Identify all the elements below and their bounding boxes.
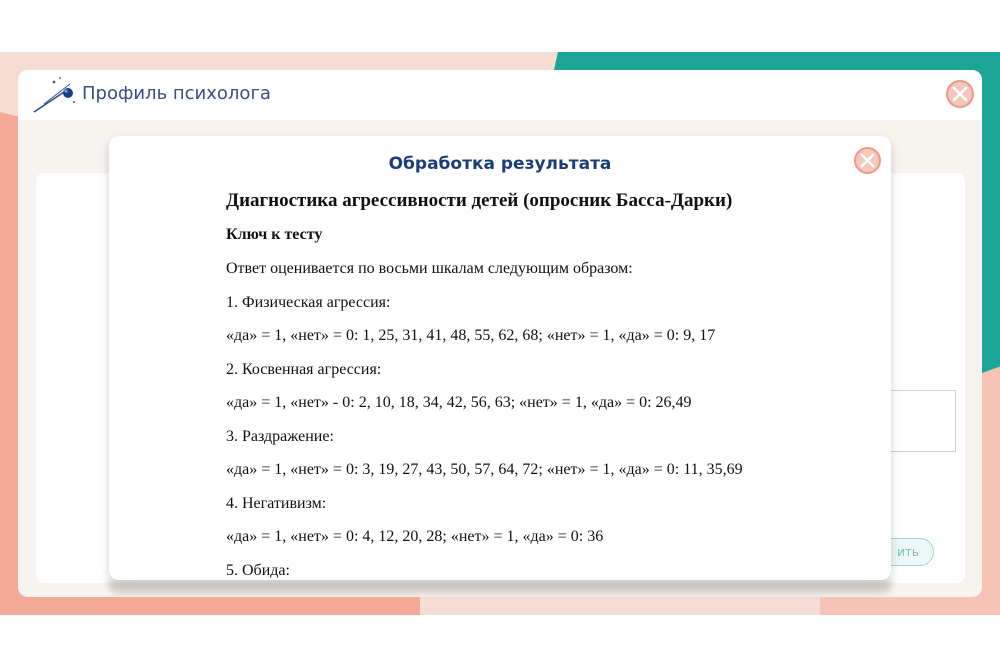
- app-close-button[interactable]: [946, 80, 974, 108]
- close-icon: [856, 149, 879, 172]
- scale-heading: 2. Косвенная агрессия:: [226, 360, 382, 378]
- document-content: [226, 186, 866, 580]
- sputnik-logo-icon: [30, 74, 78, 116]
- intro-text: Ответ оценивается по восьми шкалам следующим образом:: [226, 260, 633, 277]
- key-heading: Ключ к тесту: [226, 226, 323, 243]
- result-processing-modal: [109, 136, 891, 580]
- scale-heading: 4. Негативизм:: [226, 494, 327, 512]
- scale-key: «да» = 1, «нет» = 0: 3, 19, 27, 43, 50, 57, 64, 72; «нет» = 1, «да» = 0: 11, 35,69: [226, 461, 743, 478]
- modal-heading: Обработка результата: [388, 154, 612, 174]
- modal-shadow: [108, 582, 892, 594]
- scale-heading: 1. Физическая агрессия:: [226, 293, 391, 311]
- close-icon: [948, 82, 972, 106]
- scale-heading: 3. Раздражение:: [226, 427, 334, 445]
- background-submit-button[interactable]: ить: [852, 538, 934, 566]
- scale-key: «да» = 1, «нет» - 0: 2, 10, 18, 34, 42, 56, 63; «нет» = 1, «да» = 0: 26,49: [226, 394, 692, 411]
- test-title: Диагностика агрессивности детей (опросник Басса-Дарки): [226, 190, 733, 211]
- modal-close-button[interactable]: [854, 147, 881, 174]
- scale-key: «да» = 1, «нет» = 0: 4, 12, 20, 28; «нет» = 1, «да» = 0: 36: [226, 528, 604, 545]
- app-header: [18, 70, 982, 120]
- scale-heading: 5. Обида:: [226, 561, 290, 579]
- scale-key: «да» = 1, «нет» = 0: 1, 25, 31, 41, 48, 55, 62, 68; «нет» = 1, «да» = 0: 9, 17: [226, 327, 716, 344]
- app-title: Профиль психолога: [82, 83, 271, 104]
